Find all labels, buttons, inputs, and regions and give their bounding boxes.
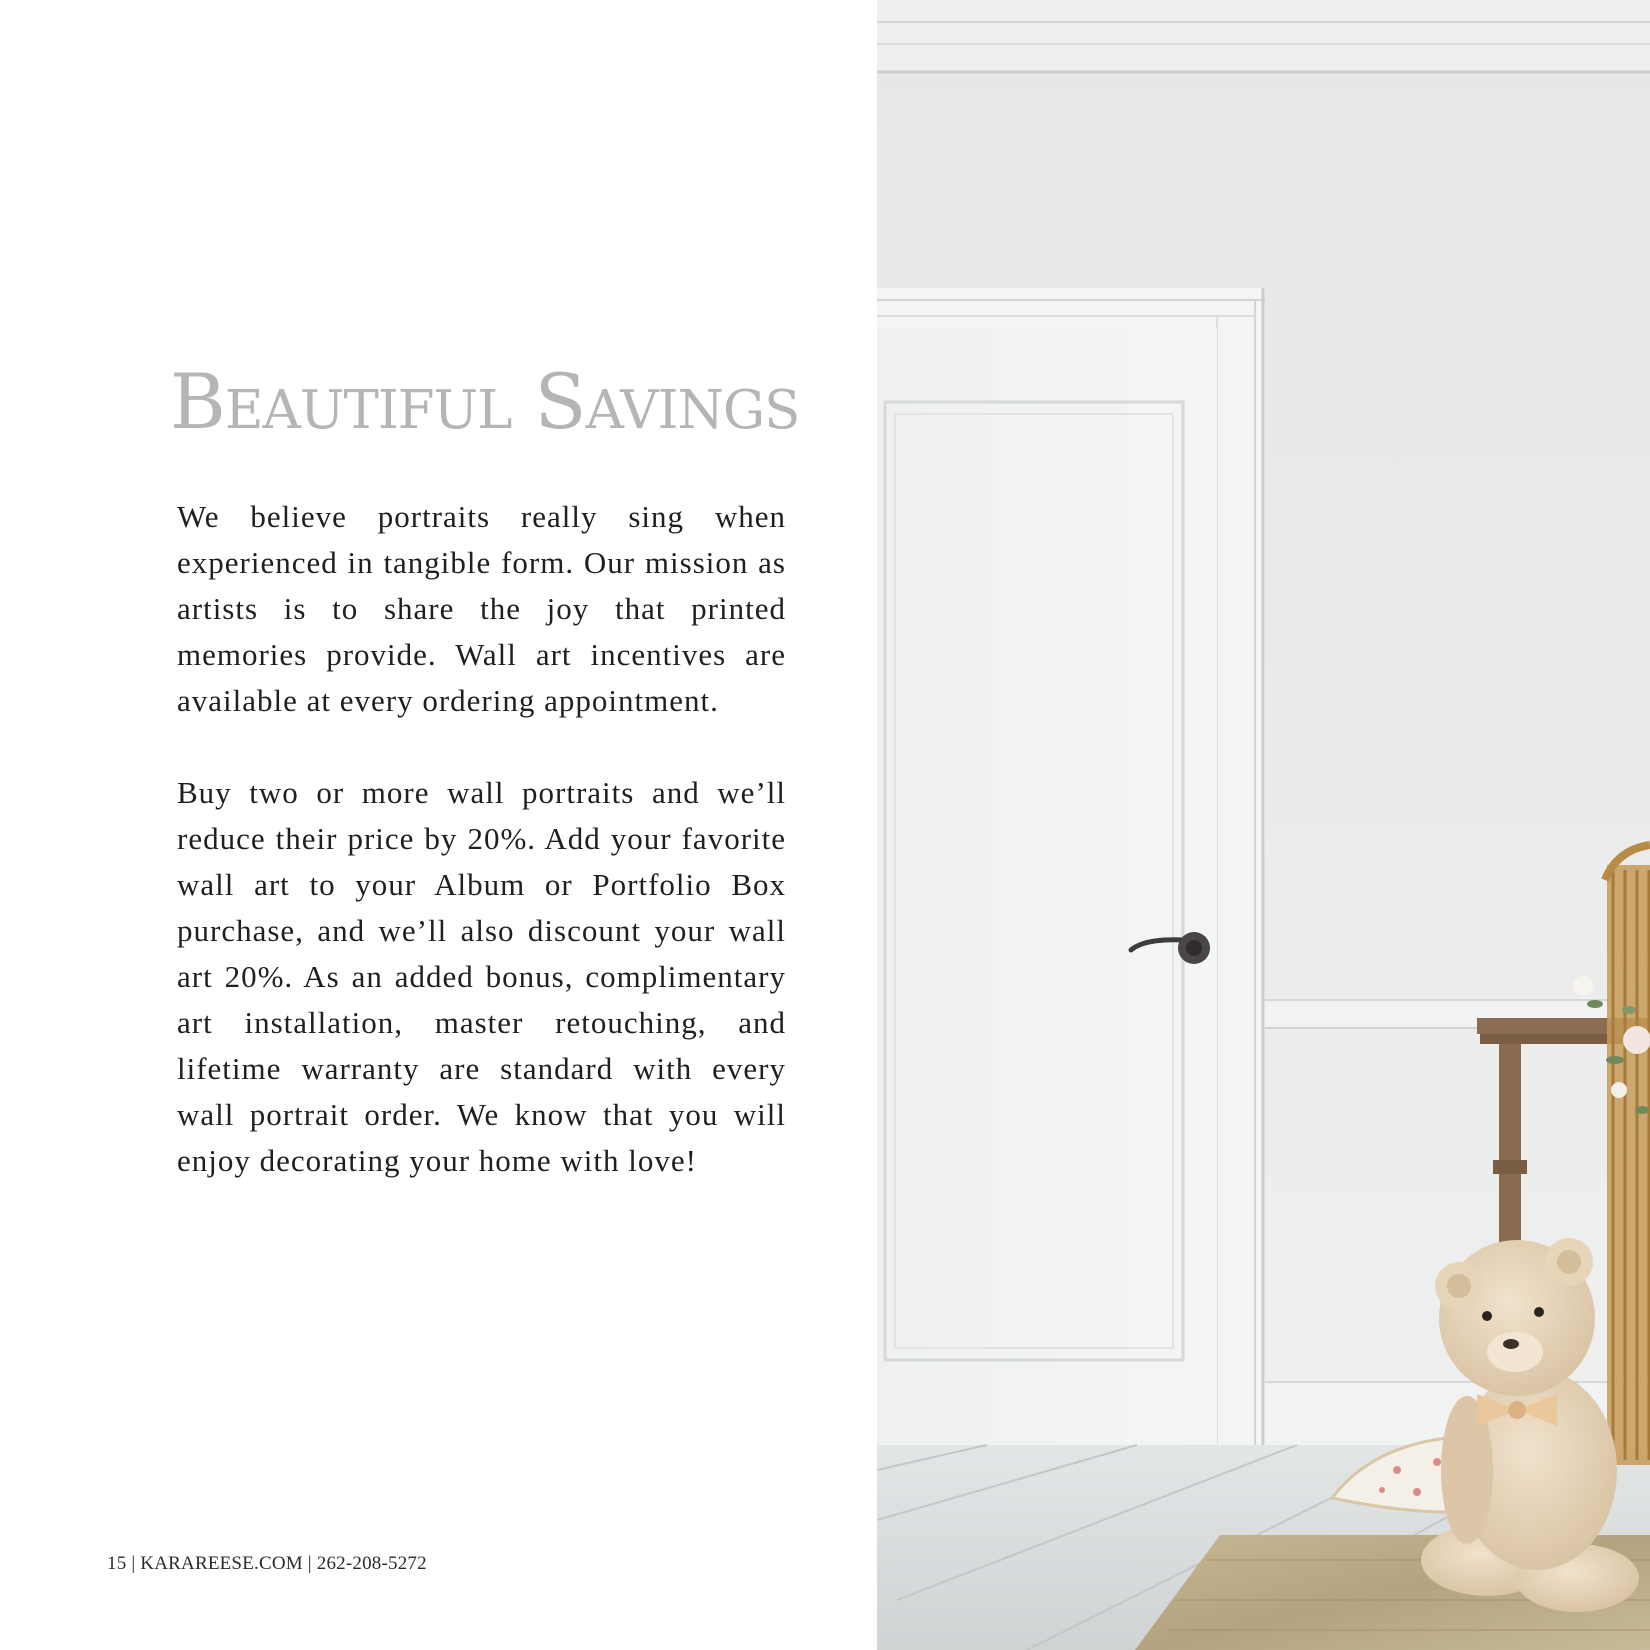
body-copy (177, 494, 786, 1184)
page-title: Beautiful Savings (170, 357, 800, 446)
crown-molding (877, 0, 1650, 74)
crib-icon (1605, 845, 1650, 1465)
door-icon (877, 288, 1265, 1448)
paragraph-offer: Buy two or more wall portraits and we’ll reduce their price by 20%. Add your favorite wall art to your Album or Portfolio Box purchase, and we’ll also discount your wall art 20%. As an added bonus, complimentary art installation, master retouching, and lifetime warranty are standard with every wall portrait order. We know that you will enjoy decorating your home with love! (177, 775, 786, 1178)
page-footer: 15 | KARAREESE.COM | 262-208-5272 (107, 1553, 427, 1574)
paragraph-intro: We believe portraits really sing when experienced in tangible form. Our mission as artists is to share the joy that printed memories provide. Wall art incentives are available at every ordering appointment. (177, 499, 786, 718)
nursery-photo (877, 0, 1650, 1650)
